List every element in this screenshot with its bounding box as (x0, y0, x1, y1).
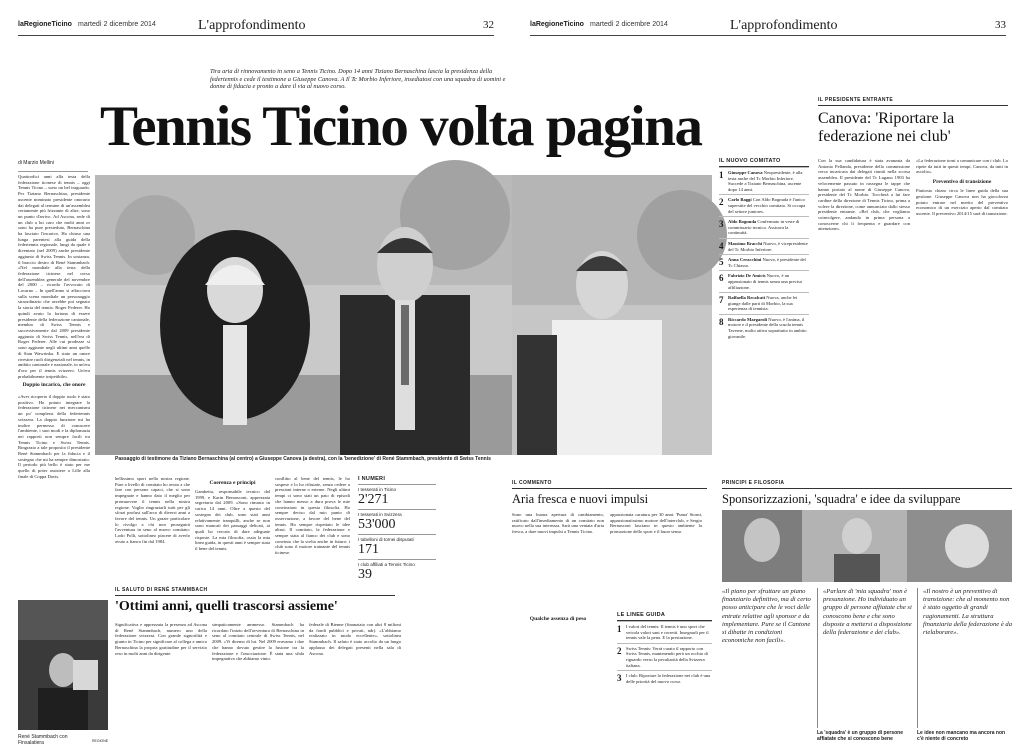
member-number: 8 (719, 316, 724, 327)
principles-photo-illustration (722, 510, 1012, 582)
canova-column-2-text: «La federazione torni a comunicare con i club. Lo ripete da tutti in questi tempi, Canova, da tutti in ascolto». (916, 158, 1008, 175)
member-name: Giuseppe Canova (728, 170, 763, 175)
principles-photo-caption: La 'squadra' è un gruppo di persone affiatate che si conoscono bene (817, 730, 903, 742)
interview-kicker: IL SALUTO DI RENÉ STAMMBACH (115, 587, 395, 596)
principles-headline: Sponsorizzazioni, 'squadra' e idee da sviluppare (722, 492, 961, 506)
guideline-text: I club: Riportare la federazione nei club è una delle priorità del nuovo corso. (626, 673, 711, 684)
numbers-item-value: 2'271 (358, 492, 389, 507)
numbers-item-label: I tabelloni di tornei disputati (358, 537, 414, 542)
member-number: 2 (719, 197, 724, 208)
member-number: 7 (719, 295, 724, 306)
committee-box (719, 158, 809, 458)
quote-1: «Il piano per sfruttare un piano finanziario definitivo, ma di certo posso anticipare che le voci delle entrate relative agli sponsor e da implementare. Pure se il Cantone si dibatte in condizioni economiche non facili». (722, 588, 811, 645)
comment-column-2: appassionata caratura per 30 anni. 'Puma' Storni, appassionatissimo motore dell'interclub, e Sergio Bernasconi lasciano in questo ambiente la promozione dello sport e il buon senso. (610, 512, 702, 535)
side-caption: Le idee non mancano ma ancora non c'è niente di concreto (917, 730, 1006, 742)
member-name: Aldo Bognuda (728, 219, 757, 225)
member-description: Neopresidente, è alla testa anche del Tc Morbio Inferiore. Succede a Tiziano Bernaschina, uscente dopo 14 anni. (728, 170, 803, 192)
comment-subhead-container (512, 612, 604, 625)
canova-column-2-text-continued: Piuttosto chiaro circa le linee guida della sua gestione. Giuseppe Canova non ha giocoforza potuto entrare nel merito del preventivo economico di un esercizio aperto dal comitato uscente. Il preventivo 2014/15 sarà di transizione. (916, 188, 1008, 216)
member-description: Nuova, anche lei giunge dalle parti di Morbio, la sua esperienza di tennista. (728, 295, 798, 312)
guideline-text: Swiss Tennis: Verrà curato il rapporto con Swiss Tennis, mantenendo però un occhio di riguardo verso la peculiarità della Svizzera italiana. (626, 645, 708, 668)
member-name: Riccardo Margaroli (728, 316, 768, 322)
interview-column-1: Significativa e apprezzata la presenza ad Ascona di René Stammbach, numero uno della federazione svizzera. Con grande signorilità e giunto in Ticino per significare al collega e amico Bernaschina la propria gratitudine per il servizio reso in molti anni da dirigente. (115, 622, 207, 656)
numbers-item-label: I tesserati in Ticino (358, 487, 397, 492)
comment-column-1: Sono una buona apertura di cambiamento, ratificato dall'insediamento di un comitato non nuovo nella sua interezza. Sarà una ventata d'aria fresca, a dare nuovi impulsi a Tennis Ticino. (512, 512, 604, 535)
numbers-box (358, 476, 436, 586)
numbers-item (358, 484, 436, 507)
guideline-number: 1 (617, 624, 622, 634)
right-page (512, 0, 1024, 756)
numbers-item-label: I club affiliati a Tennis Ticino (358, 562, 415, 567)
committee-member (719, 314, 809, 341)
committee-member (719, 194, 809, 216)
numbers-item-value: 53'000 (358, 517, 396, 532)
member-description: Nuovo, è vicepresidente del Tc Morbio Inferiore. (728, 240, 808, 252)
guideline-item (617, 670, 712, 686)
right-page-header (530, 18, 1006, 36)
comment-subhead: Qualche assenza di peso (529, 616, 587, 622)
committee-member (719, 270, 809, 292)
comment-kicker: IL COMMENTO (512, 480, 707, 489)
principles-kicker: PRINCIPI E FILOSOFIA (722, 480, 1012, 489)
section-title: L'approfondimento (198, 18, 306, 33)
numbers-item (358, 559, 436, 582)
canova-column-2 (916, 158, 1008, 458)
comment-headline: Aria fresca e nuovi impulsi (512, 492, 649, 506)
member-description: Con Aldo Bognuda è l'unico superstite del vecchio comitato. Si occupa del settore juniores. (728, 197, 806, 214)
left-page-header (18, 18, 494, 36)
member-number: 6 (719, 273, 724, 284)
interview-headline: 'Ottimi anni, quelli trascorsi assieme' (115, 599, 338, 614)
member-number: 1 (719, 170, 724, 180)
member-number: 4 (719, 240, 724, 251)
member-description: Confermato in veste di commissario tecnico. Assicura la continuità. (728, 219, 800, 236)
section-title: L'approfondimento (730, 18, 838, 33)
member-name: Anna Ceracchini (728, 257, 762, 263)
photo-credit: REGIONE (92, 739, 109, 743)
canova-column-1: Con la sua candidatura è stata avanzata da Antonio Pellanda, presidente della commissione cerca incaricata dai delegati riuniti nella scorsa assemblea. Il presidente del Tc Lugano 1903 ha velocemente passato in rassegna le tappe che hanno portato al nome di Giuseppe Canova, presidente del Tc Morbio. Toccherà a lui fare cardine della direzione di Tennis Ticino, prima a volere la direzione, come annunciato dallo stesso presidente entrante. «Bel club, che vogliamo coinvolgere, andando in prima persona a conoscerne chi li frequenta e guardare con attenzione». (818, 158, 910, 232)
canova-photo (512, 175, 712, 455)
main-headline: Tennis Ticino volta pagina (100, 95, 702, 158)
byline: di Marzio Mellini (18, 160, 88, 172)
member-number: 5 (719, 257, 724, 268)
numbers-item-value: 171 (358, 542, 379, 557)
interview-column-2: simpaticamente ammesso. Stammbach ha ricordato l'inizio dell'avventura di Bernaschina in seno al comitato centrale di Swiss Tennis, nel 2009. «Vi diremo di lui. Nel 2009 eravamo i due che hanno dovuto gestire la fusione tra la federazione e l'associazione. È stata una sfida impegnativa che abbiamo vinto. (212, 622, 304, 662)
subhead-container (18, 378, 90, 391)
guideline-text: I valori del tennis: Il tennis è uno sport che veicola valori sani e corretti. Insegnarli per il tennis vale la pena. E la prestazione. (626, 624, 709, 641)
quote-3: «Il nostro è un preventivo di transizione: che al momento non è stato oggetto di grandi ragionamenti. La struttura finanziaria della federazione è da rielaborare». (917, 588, 1012, 728)
member-number: 3 (719, 219, 724, 230)
page-number: 32 (483, 19, 494, 31)
member-description: Nuovo, è l'anima, il motore e il presidente della scuola tennis Taverne, molto attiva soprattutto in ambito giovanile. (728, 316, 807, 339)
issue-date: martedì 2 dicembre 2014 (78, 21, 156, 28)
principles-photo (722, 510, 1012, 582)
page-number: 33 (995, 19, 1006, 31)
canova-kicker: IL PRESIDENTE ENTRANTE (818, 97, 1008, 106)
main-photo-caption: Passaggio di testimone da Tiziano Bernaschina (al centro) a Giuseppe Canova (a destra), con la 'benedizione' di René Stammbach, presidente di Swiss Tennis (115, 456, 491, 462)
article-subhead-coerenza: Coerenza e principi (209, 480, 256, 486)
member-name: Massimo Bracchi (728, 240, 763, 246)
numbers-item-value: 39 (358, 567, 372, 582)
article-column-b-text: Gambetta, responsabile tecnico dal 1999, e Karin Bernasconi, apprezzata segretaria dal 2009. «Sono rimasto in carica 14 anni. Oltre a questo del sostegno dei club, sono stati anni relativamente tranquilli, anche se non sono mancati dei passaggi delicati, ai quali ho cercato di dare adeguate risposte. La mia filosofia, ossia la mia linea guida, in questi anni è sempre stata il bene del tennis. (195, 489, 270, 552)
main-article-text-continued: «Aver ricoperto il doppio ruolo è stato positivo. Ho potuto integrare la federazione ticinese nei meccanismi un po' complessi della federtennis svizzera. La doppia funzione mi ha inoltre permesso di conoscere l'ambiente, i suoi modi e la diplomazia nei rapporti non sempre facili tra Tennis Ticino e Swiss Tennis. Ringrazio a tale proposito il presidente René Stammbach per la fiducia e il sostegno che mi ha sempre dimostrato. Il periodo più bello è stato per me quello di poter assistere a Lille alla finale di Coppa Davis. (18, 394, 90, 479)
member-name: Raffaella Recalcati (728, 295, 766, 301)
numbers-item (358, 509, 436, 532)
article-column-c: conflitto al bene del tennis, le ho sospese e lo ho rifiutate, senza cedere a pressioni interne o esterne. Negli ultimi tempi ci sono stati un paio di episodi che hanno messo a dura prova le mie convinzioni in questa filosofia. Ho sempre deciso dal mio punto di osservazione, a favore del bene del tennis. Ho sempre rispettato le idee altrui. Il comitato, la federazione e sempre stata al fianco dei club e sono convinto che la scelta anche in futuro: i club sono il motore trainante del tennis ticinese. (275, 476, 350, 556)
committee-member (719, 238, 809, 254)
main-photo-illustration (95, 175, 512, 455)
canova-headline: Canova: 'Riportare la federazione nei club' (818, 110, 955, 145)
main-article-text: Quattordici anni alla testa della federazione ticinese di tennis – oggi Tennis Ticino – sono un bel traguardo. Per Tiziano Bernaschina, presidente uscente nominato presidente onorario dai delegati al termine di un'assemblea certamente più frizzante di altre, sono un punto d'arrivo. Ad Ascona, sede di un club a lui caro che molti anni or sono ha pure presieduto, Bernaschina ha lasciato l'incarico. Ha chiuso una lunga parentesi alla guida della federtennis regionale, lungi da quale è diventato (nel 2009) anche presidente aggiunto di Swiss Tennis. In sostanza, il braccio destro di René Stammbach. «Nel mondiale alla testa della federazione ticinese nel corso dell'assemblea generale del novembre del 2000 – ricorda l'avvocato di Locarno – In quell'anno si affacciava sulla scena mondiale un personaggio straordinario che avrebbe poi segnato la storia del tennis: Roger Federer. Ho quindi avuto la fortuna di essere presidente della federazione cantonale, membro di Swiss Tennis e successivamente dal 2009 presidente aggiunto di Swiss Tennis, nell'era di Roger Federer. Alle cui prodezze si sono aggiunte negli ultimi anni quelle di Stan Wawrinka. E stato un onore rivestire ruoli dirigenziali nel tennis, in ambito cantonale e nazionale, in un'era d'oro per il tennis svizzero. Un'era probabilmente irripetibile». (18, 174, 90, 379)
article-subhead: Doppio incarico, che onore (22, 382, 86, 388)
committee-box-label: IL NUOVO COMITATO (719, 158, 809, 167)
guideline-number: 3 (617, 673, 622, 684)
issue-date: martedì 2 dicembre 2014 (590, 21, 668, 28)
masthead-logo: laRegioneTicino (530, 21, 584, 28)
stammbach-photo (18, 600, 108, 730)
committee-member (719, 254, 809, 270)
guidelines-box (617, 612, 712, 742)
canova-photo-illustration (512, 175, 712, 455)
stammbach-photo-caption: René Stammbach con Finsalatiera (18, 734, 68, 746)
article-column-a: bellissimo sport nella nostra regione. Pure a livello di comitato ho avuto a che fare con persone capaci, che si sono impegnate e hanno dato il meglio per promuovere il tennis nella nostra regione. Voglio ringraziarli tutti per gli sforzi profusi sull'arco di diversi anni a favore del tennis. Un grazie particolare lo rivolgo a chi non proseguirà l'avventura in seno al nuovo comitato: Lodo Polli, sottolineo piacere di averlo avuto a fianco fin dal 1984. (115, 476, 190, 544)
main-photo (95, 175, 512, 455)
committee-member (719, 167, 809, 194)
committee-member (719, 292, 809, 314)
member-name: Fabrizio De Amicis (728, 273, 766, 279)
quote-2: «Parlare di 'mia squadra' non è presunzione. Ho individuato un gruppo di persone affiatate che si conoscono bene e che sono disposte a mettersi a disposizione della federazione e dei club». (817, 588, 912, 728)
member-name: Carlo Baggi (728, 197, 752, 203)
standfirst: Tira aria di rinnovamento in seno a Tennis Ticino. Dopo 14 anni Tiziano Bernaschina lascia la presidenza della federtennis e cede il testimone a Giuseppe Canova. A Il Tc Morbio Inferiore, insediatosi con una squadra di uomini e donne di fiducia e pronto a dare il via al nuovo corso. (210, 68, 506, 91)
masthead-logo: laRegioneTicino (18, 21, 72, 28)
interview-column-3: federale di Bienne (finanziato con altri 8 milioni da fondi pubblici e privati, ndr). «L'abbiamo realizzato in modo eccellente», sottolinea Stammbach. Il saluto è stato accolto da un lungo applauso dei delegati presenti nella sala di Ascona. (309, 622, 401, 656)
canova-subhead: Preventivo di transizione (932, 179, 992, 186)
member-description: Nuova, è presidente del Tc Chiasso. (728, 257, 806, 268)
article-column-b (195, 476, 270, 580)
stammbach-photo-illustration (18, 600, 108, 730)
guideline-item (617, 621, 712, 643)
numbers-item (358, 534, 436, 557)
member-description: Nuovo, è un appassionato di tennis senza una precisa affiliazione. (728, 273, 802, 290)
committee-member (719, 216, 809, 238)
guideline-item (617, 643, 712, 670)
numbers-item-label: I tesserati in Svizzera (358, 512, 402, 517)
guidelines-label: LE LINEE GUIDA (617, 612, 712, 621)
guideline-number: 2 (617, 645, 622, 656)
numbers-box-label: I NUMERI (358, 476, 386, 482)
